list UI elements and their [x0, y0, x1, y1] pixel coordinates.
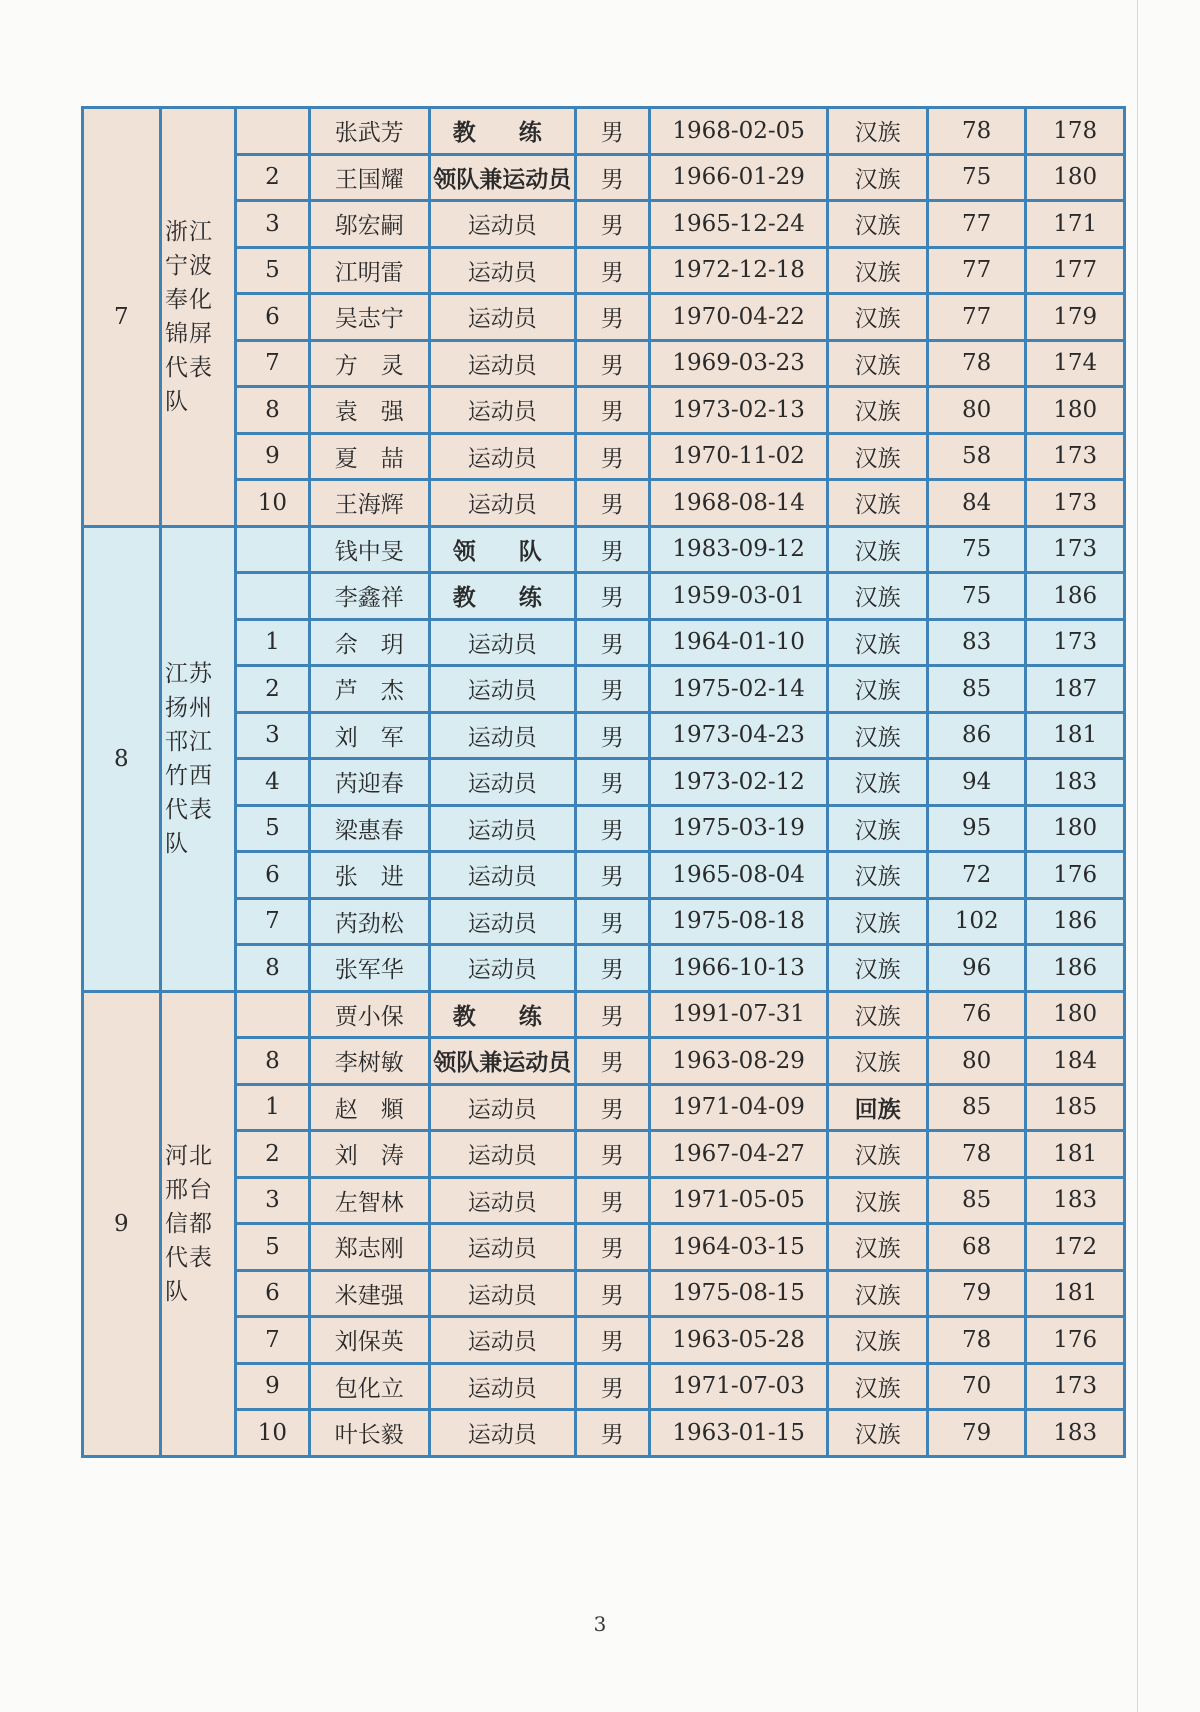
member-name: 邬宏嗣	[309, 201, 429, 248]
member-number: 5	[236, 1224, 309, 1271]
member-name: 郑志刚	[309, 1224, 429, 1271]
table-row	[83, 619, 1125, 666]
table-row	[83, 480, 1125, 527]
member-role: 运动员	[429, 387, 575, 434]
member-height: 171	[1026, 201, 1125, 248]
member-role: 运动员	[429, 340, 575, 387]
member-ethnicity: 汉族	[828, 108, 928, 155]
team-name: 江苏扬州邗江竹西代表队	[164, 660, 213, 857]
member-birthdate: 1967-04-27	[649, 1131, 827, 1178]
member-number: 3	[236, 712, 309, 759]
member-weight: 79	[927, 1410, 1026, 1457]
member-sex: 男	[575, 619, 649, 666]
member-name: 张武芳	[309, 108, 429, 155]
member-sex: 男	[575, 852, 649, 899]
member-name: 刘 军	[309, 712, 429, 759]
member-role: 运动员	[429, 480, 575, 527]
roster-table	[81, 106, 1126, 1458]
member-height: 180	[1026, 387, 1125, 434]
member-name: 芮迎春	[309, 759, 429, 806]
member-sex: 男	[575, 1131, 649, 1178]
member-sex: 男	[575, 433, 649, 480]
member-weight: 75	[927, 154, 1026, 201]
member-weight: 75	[927, 573, 1026, 620]
member-birthdate: 1963-05-28	[649, 1317, 827, 1364]
member-height: 173	[1026, 619, 1125, 666]
member-ethnicity: 汉族	[828, 480, 928, 527]
member-height: 176	[1026, 1317, 1125, 1364]
member-birthdate: 1966-10-13	[649, 945, 827, 992]
table-row	[83, 1317, 1125, 1364]
team-name-cell	[160, 526, 236, 991]
member-birthdate: 1970-11-02	[649, 433, 827, 480]
member-number	[236, 108, 309, 155]
member-weight: 77	[927, 247, 1026, 294]
member-birthdate: 1983-09-12	[649, 526, 827, 573]
member-number: 10	[236, 1410, 309, 1457]
member-sex: 男	[575, 294, 649, 341]
member-height: 180	[1026, 991, 1125, 1038]
member-number: 3	[236, 201, 309, 248]
member-birthdate: 1963-01-15	[649, 1410, 827, 1457]
member-name: 左智林	[309, 1177, 429, 1224]
member-sex: 男	[575, 1363, 649, 1410]
member-role: 运动员	[429, 433, 575, 480]
member-sex: 男	[575, 759, 649, 806]
table-row	[83, 526, 1125, 573]
member-sex: 男	[575, 108, 649, 155]
member-name: 李树敏	[309, 1038, 429, 1085]
member-number: 8	[236, 387, 309, 434]
member-height: 186	[1026, 898, 1125, 945]
member-weight: 86	[927, 712, 1026, 759]
member-sex: 男	[575, 712, 649, 759]
member-ethnicity: 汉族	[828, 340, 928, 387]
member-number: 1	[236, 619, 309, 666]
member-height: 181	[1026, 1270, 1125, 1317]
table-row	[83, 1410, 1125, 1457]
member-name: 梁惠春	[309, 805, 429, 852]
member-ethnicity: 汉族	[828, 201, 928, 248]
member-height: 173	[1026, 526, 1125, 573]
table-row	[83, 387, 1125, 434]
member-number: 6	[236, 852, 309, 899]
member-ethnicity: 汉族	[828, 898, 928, 945]
member-ethnicity: 汉族	[828, 387, 928, 434]
member-number: 2	[236, 1131, 309, 1178]
member-number: 5	[236, 247, 309, 294]
member-role: 运动员	[429, 201, 575, 248]
member-weight: 78	[927, 1131, 1026, 1178]
member-weight: 83	[927, 619, 1026, 666]
member-birthdate: 1975-08-15	[649, 1270, 827, 1317]
member-sex: 男	[575, 666, 649, 713]
member-height: 177	[1026, 247, 1125, 294]
member-height: 183	[1026, 1177, 1125, 1224]
member-height: 180	[1026, 805, 1125, 852]
member-sex: 男	[575, 1317, 649, 1364]
member-birthdate: 1970-04-22	[649, 294, 827, 341]
member-number: 9	[236, 433, 309, 480]
member-name: 芮劲松	[309, 898, 429, 945]
member-birthdate: 1973-02-13	[649, 387, 827, 434]
member-height: 179	[1026, 294, 1125, 341]
table-row	[83, 1131, 1125, 1178]
member-height: 181	[1026, 1131, 1125, 1178]
member-birthdate: 1971-07-03	[649, 1363, 827, 1410]
member-ethnicity: 汉族	[828, 759, 928, 806]
member-sex: 男	[575, 1038, 649, 1085]
member-sex: 男	[575, 898, 649, 945]
member-weight: 68	[927, 1224, 1026, 1271]
member-sex: 男	[575, 945, 649, 992]
member-ethnicity: 汉族	[828, 1410, 928, 1457]
member-sex: 男	[575, 1177, 649, 1224]
member-ethnicity: 汉族	[828, 945, 928, 992]
member-ethnicity: 汉族	[828, 619, 928, 666]
table-row	[83, 805, 1125, 852]
member-role: 运动员	[429, 619, 575, 666]
member-sex: 男	[575, 1270, 649, 1317]
member-role: 领队兼运动员	[429, 1038, 575, 1085]
member-ethnicity: 汉族	[828, 1363, 928, 1410]
member-role: 运动员	[429, 294, 575, 341]
member-weight: 85	[927, 1177, 1026, 1224]
team-name: 浙江宁波奉化锦屏代表队	[164, 218, 213, 415]
table-row	[83, 991, 1125, 1038]
member-ethnicity: 汉族	[828, 712, 928, 759]
member-birthdate: 1964-01-10	[649, 619, 827, 666]
member-ethnicity: 汉族	[828, 852, 928, 899]
member-birthdate: 1973-02-12	[649, 759, 827, 806]
member-ethnicity: 汉族	[828, 573, 928, 620]
member-weight: 72	[927, 852, 1026, 899]
team-number: 8	[83, 526, 161, 991]
member-role: 运动员	[429, 898, 575, 945]
member-role: 教 练	[429, 991, 575, 1038]
member-weight: 80	[927, 1038, 1026, 1085]
table-row	[83, 1084, 1125, 1131]
member-role: 教 练	[429, 573, 575, 620]
member-height: 180	[1026, 154, 1125, 201]
member-sex: 男	[575, 805, 649, 852]
member-height: 183	[1026, 1410, 1125, 1457]
member-birthdate: 1971-05-05	[649, 1177, 827, 1224]
member-birthdate: 1975-08-18	[649, 898, 827, 945]
member-height: 186	[1026, 945, 1125, 992]
member-name: 佘 玥	[309, 619, 429, 666]
member-number	[236, 991, 309, 1038]
table-row	[83, 1224, 1125, 1271]
member-number: 7	[236, 898, 309, 945]
member-birthdate: 1975-03-19	[649, 805, 827, 852]
member-ethnicity: 汉族	[828, 247, 928, 294]
member-name: 贾小保	[309, 991, 429, 1038]
member-height: 174	[1026, 340, 1125, 387]
member-role: 领队兼运动员	[429, 154, 575, 201]
member-number: 7	[236, 1317, 309, 1364]
member-sex: 男	[575, 1410, 649, 1457]
member-birthdate: 1959-03-01	[649, 573, 827, 620]
team-name-cell	[160, 991, 236, 1456]
team-name: 河北邢台信都代表队	[164, 1142, 213, 1305]
table-row	[83, 712, 1125, 759]
member-weight: 96	[927, 945, 1026, 992]
member-number: 3	[236, 1177, 309, 1224]
member-number: 7	[236, 340, 309, 387]
member-name: 张军华	[309, 945, 429, 992]
member-weight: 84	[927, 480, 1026, 527]
member-ethnicity: 汉族	[828, 1038, 928, 1085]
member-weight: 58	[927, 433, 1026, 480]
table-row	[83, 1270, 1125, 1317]
member-name: 米建强	[309, 1270, 429, 1317]
team-number: 7	[83, 108, 161, 527]
table-row	[83, 340, 1125, 387]
member-sex: 男	[575, 1224, 649, 1271]
member-weight: 80	[927, 387, 1026, 434]
team-name-cell	[160, 108, 236, 527]
member-sex: 男	[575, 480, 649, 527]
page-edge	[1137, 0, 1138, 1712]
table-row	[83, 1038, 1125, 1085]
member-weight: 78	[927, 108, 1026, 155]
member-height: 187	[1026, 666, 1125, 713]
member-ethnicity: 汉族	[828, 526, 928, 573]
table-row	[83, 108, 1125, 155]
member-birthdate: 1973-04-23	[649, 712, 827, 759]
member-number: 8	[236, 1038, 309, 1085]
member-sex: 男	[575, 340, 649, 387]
member-sex: 男	[575, 154, 649, 201]
member-role: 教 练	[429, 108, 575, 155]
member-sex: 男	[575, 201, 649, 248]
table-row	[83, 573, 1125, 620]
member-weight: 102	[927, 898, 1026, 945]
member-number: 6	[236, 1270, 309, 1317]
page-number: 3	[593, 1612, 607, 1636]
member-ethnicity: 汉族	[828, 1270, 928, 1317]
member-role: 运动员	[429, 1270, 575, 1317]
table-row	[83, 666, 1125, 713]
member-name: 刘 涛	[309, 1131, 429, 1178]
member-name: 吴志宁	[309, 294, 429, 341]
member-number	[236, 526, 309, 573]
member-birthdate: 1968-08-14	[649, 480, 827, 527]
member-height: 183	[1026, 759, 1125, 806]
member-sex: 男	[575, 247, 649, 294]
member-ethnicity: 汉族	[828, 294, 928, 341]
member-number: 9	[236, 1363, 309, 1410]
member-birthdate: 1963-08-29	[649, 1038, 827, 1085]
member-number: 4	[236, 759, 309, 806]
table-row	[83, 433, 1125, 480]
member-name: 江明雷	[309, 247, 429, 294]
member-weight: 94	[927, 759, 1026, 806]
member-birthdate: 1975-02-14	[649, 666, 827, 713]
member-sex: 男	[575, 991, 649, 1038]
member-name: 李鑫祥	[309, 573, 429, 620]
member-height: 178	[1026, 108, 1125, 155]
member-name: 包化立	[309, 1363, 429, 1410]
member-weight: 77	[927, 201, 1026, 248]
member-weight: 79	[927, 1270, 1026, 1317]
table-row	[83, 852, 1125, 899]
member-ethnicity: 汉族	[828, 666, 928, 713]
member-role: 运动员	[429, 759, 575, 806]
member-name: 芦 杰	[309, 666, 429, 713]
table-row	[83, 1177, 1125, 1224]
member-birthdate: 1965-08-04	[649, 852, 827, 899]
member-name: 赵 頫	[309, 1084, 429, 1131]
member-birthdate: 1991-07-31	[649, 991, 827, 1038]
member-role: 领 队	[429, 526, 575, 573]
table-row	[83, 898, 1125, 945]
member-weight: 76	[927, 991, 1026, 1038]
member-ethnicity: 汉族	[828, 154, 928, 201]
member-name: 王国耀	[309, 154, 429, 201]
member-role: 运动员	[429, 852, 575, 899]
member-ethnicity: 汉族	[828, 1131, 928, 1178]
table-row	[83, 759, 1125, 806]
member-weight: 78	[927, 1317, 1026, 1364]
member-name: 袁 强	[309, 387, 429, 434]
member-birthdate: 1968-02-05	[649, 108, 827, 155]
member-weight: 75	[927, 526, 1026, 573]
table-row	[83, 294, 1125, 341]
member-number: 2	[236, 154, 309, 201]
table-row	[83, 247, 1125, 294]
roster-body	[83, 108, 1125, 1457]
table-row	[83, 201, 1125, 248]
member-weight: 78	[927, 340, 1026, 387]
table-row	[83, 1363, 1125, 1410]
member-birthdate: 1965-12-24	[649, 201, 827, 248]
member-role: 运动员	[429, 712, 575, 759]
member-height: 186	[1026, 573, 1125, 620]
member-sex: 男	[575, 526, 649, 573]
member-role: 运动员	[429, 1224, 575, 1271]
member-height: 173	[1026, 1363, 1125, 1410]
member-ethnicity: 汉族	[828, 1177, 928, 1224]
member-birthdate: 1966-01-29	[649, 154, 827, 201]
member-number: 6	[236, 294, 309, 341]
member-role: 运动员	[429, 247, 575, 294]
member-number: 10	[236, 480, 309, 527]
member-ethnicity: 汉族	[828, 1224, 928, 1271]
member-height: 184	[1026, 1038, 1125, 1085]
member-height: 181	[1026, 712, 1125, 759]
member-number: 8	[236, 945, 309, 992]
member-role: 运动员	[429, 945, 575, 992]
member-number	[236, 573, 309, 620]
member-name: 钱中旻	[309, 526, 429, 573]
member-weight: 85	[927, 1084, 1026, 1131]
member-role: 运动员	[429, 666, 575, 713]
member-birthdate: 1972-12-18	[649, 247, 827, 294]
member-sex: 男	[575, 387, 649, 434]
member-weight: 77	[927, 294, 1026, 341]
member-name: 方 灵	[309, 340, 429, 387]
member-height: 185	[1026, 1084, 1125, 1131]
member-weight: 70	[927, 1363, 1026, 1410]
member-ethnicity: 汉族	[828, 805, 928, 852]
member-height: 176	[1026, 852, 1125, 899]
member-sex: 男	[575, 1084, 649, 1131]
member-weight: 95	[927, 805, 1026, 852]
member-birthdate: 1969-03-23	[649, 340, 827, 387]
member-role: 运动员	[429, 1410, 575, 1457]
member-name: 王海辉	[309, 480, 429, 527]
member-ethnicity: 汉族	[828, 433, 928, 480]
member-height: 173	[1026, 480, 1125, 527]
member-role: 运动员	[429, 805, 575, 852]
member-name: 叶长毅	[309, 1410, 429, 1457]
member-role: 运动员	[429, 1131, 575, 1178]
member-ethnicity: 回族	[828, 1084, 928, 1131]
member-sex: 男	[575, 573, 649, 620]
member-number: 2	[236, 666, 309, 713]
member-role: 运动员	[429, 1317, 575, 1364]
member-name: 刘保英	[309, 1317, 429, 1364]
member-birthdate: 1971-04-09	[649, 1084, 827, 1131]
member-number: 1	[236, 1084, 309, 1131]
member-ethnicity: 汉族	[828, 991, 928, 1038]
table-row	[83, 154, 1125, 201]
member-birthdate: 1964-03-15	[649, 1224, 827, 1271]
member-role: 运动员	[429, 1084, 575, 1131]
member-role: 运动员	[429, 1177, 575, 1224]
member-number: 5	[236, 805, 309, 852]
member-ethnicity: 汉族	[828, 1317, 928, 1364]
member-role: 运动员	[429, 1363, 575, 1410]
member-height: 173	[1026, 433, 1125, 480]
member-name: 夏 喆	[309, 433, 429, 480]
member-weight: 85	[927, 666, 1026, 713]
member-height: 172	[1026, 1224, 1125, 1271]
team-number: 9	[83, 991, 161, 1456]
table-row	[83, 945, 1125, 992]
member-name: 张 进	[309, 852, 429, 899]
